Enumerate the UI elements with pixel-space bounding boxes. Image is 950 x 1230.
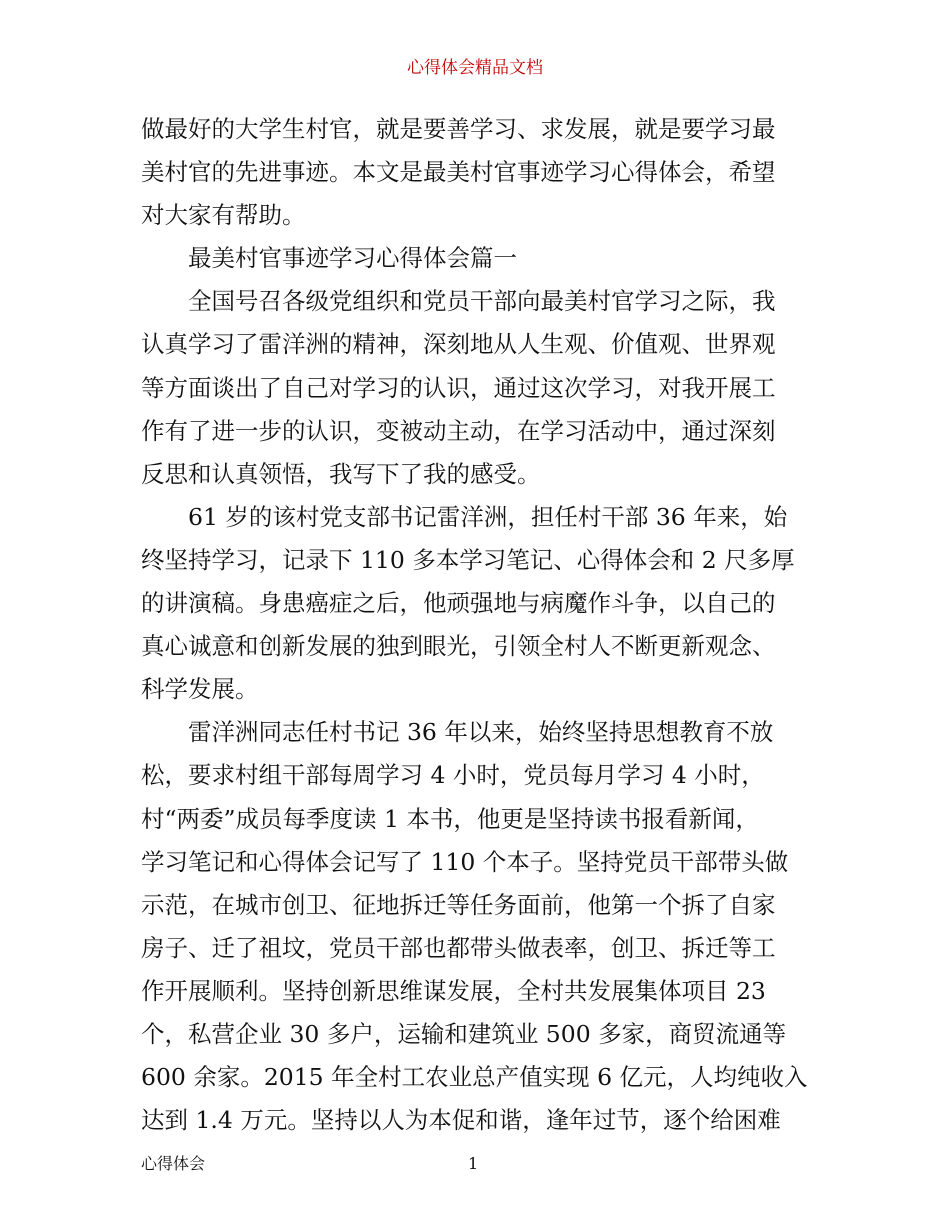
text-line: 终坚持学习，记录下 110 多本学习笔记、心得体会和 2 尺多厚 (141, 545, 795, 574)
text-line: 房子、迁了祖坟，党员干部也都带头做表率，创卫、拆迁等工 (141, 933, 776, 962)
text-line: 对大家有帮助。 (141, 201, 306, 230)
text-line: 全国号召各级党组织和党员干部向最美村官学习之际，我 (188, 287, 776, 316)
text-line: 作有了进一步的认识，变被动主动，在学习活动中，通过深刻 (141, 416, 776, 445)
text-line: 真心诚意和创新发展的独到眼光，引领全村人不断更新观念、 (141, 632, 776, 661)
page-number: 1 (468, 1154, 479, 1173)
text-line: 村“两委”成员每季度读 1 本书，他更是坚持读书报看新闻， (141, 804, 759, 833)
text-line: 示范，在城市创卫、征地拆迁等任务面前，他第一个拆了自家 (141, 890, 776, 919)
text-line: 等方面谈出了自己对学习的认识，通过这次学习，对我开展工 (141, 373, 776, 402)
document-header-title: 心得体会精品文档 (407, 58, 543, 78)
text-line: 雷洋洲同志任村书记 36 年以来，始终坚持思想教育不放 (188, 718, 774, 747)
text-line: 松，要求村组干部每周学习 4 小时，党员每月学习 4 小时， (141, 761, 765, 790)
section-heading: 最美村官事迹学习心得体会篇一 (188, 244, 517, 273)
paragraph-2 (141, 496, 813, 711)
text-line: 做最好的大学生村官，就是要善学习、求发展，就是要学习最 (141, 115, 776, 143)
text-line: 600 余家。2015 年全村工农业总产值实现 6 亿元，人均纯收入 (141, 1063, 808, 1092)
text-line: 作开展顺利。坚持创新思维谋发展，全村共发展集体项目 23 (141, 976, 766, 1005)
text-line: 科学发展。 (141, 675, 259, 704)
text-line: 美村官的先进事迹。本文是最美村官事迹学习心得体会，希望 (141, 158, 776, 187)
text-line: 61 岁的该村党支部书记雷洋洲，担任村干部 36 年来，始 (188, 502, 788, 531)
document-body (141, 108, 813, 1142)
text-line: 认真学习了雷洋洲的精神，深刻地从人生观、价值观、世界观 (141, 330, 776, 359)
text-line: 达到 1.4 万元。坚持以人为本促和谐，逢年过节，逐个给困难 (141, 1106, 781, 1135)
text-line: 个，私营企业 30 多户，运输和建筑业 500 多家，商贸流通等 (141, 1019, 787, 1048)
paragraph-1 (141, 280, 813, 495)
text-line: 反思和认真领悟，我写下了我的感受。 (141, 459, 541, 488)
paragraph-3 (141, 711, 813, 1142)
footer-label: 心得体会 (141, 1154, 206, 1173)
text-line: 学习笔记和心得体会记写了 110 个本子。坚持党员干部带头做 (141, 847, 789, 876)
text-line: 的讲演稿。身患癌症之后，他顽强地与病魔作斗争，以自己的 (141, 589, 776, 618)
intro-paragraph (141, 108, 813, 237)
